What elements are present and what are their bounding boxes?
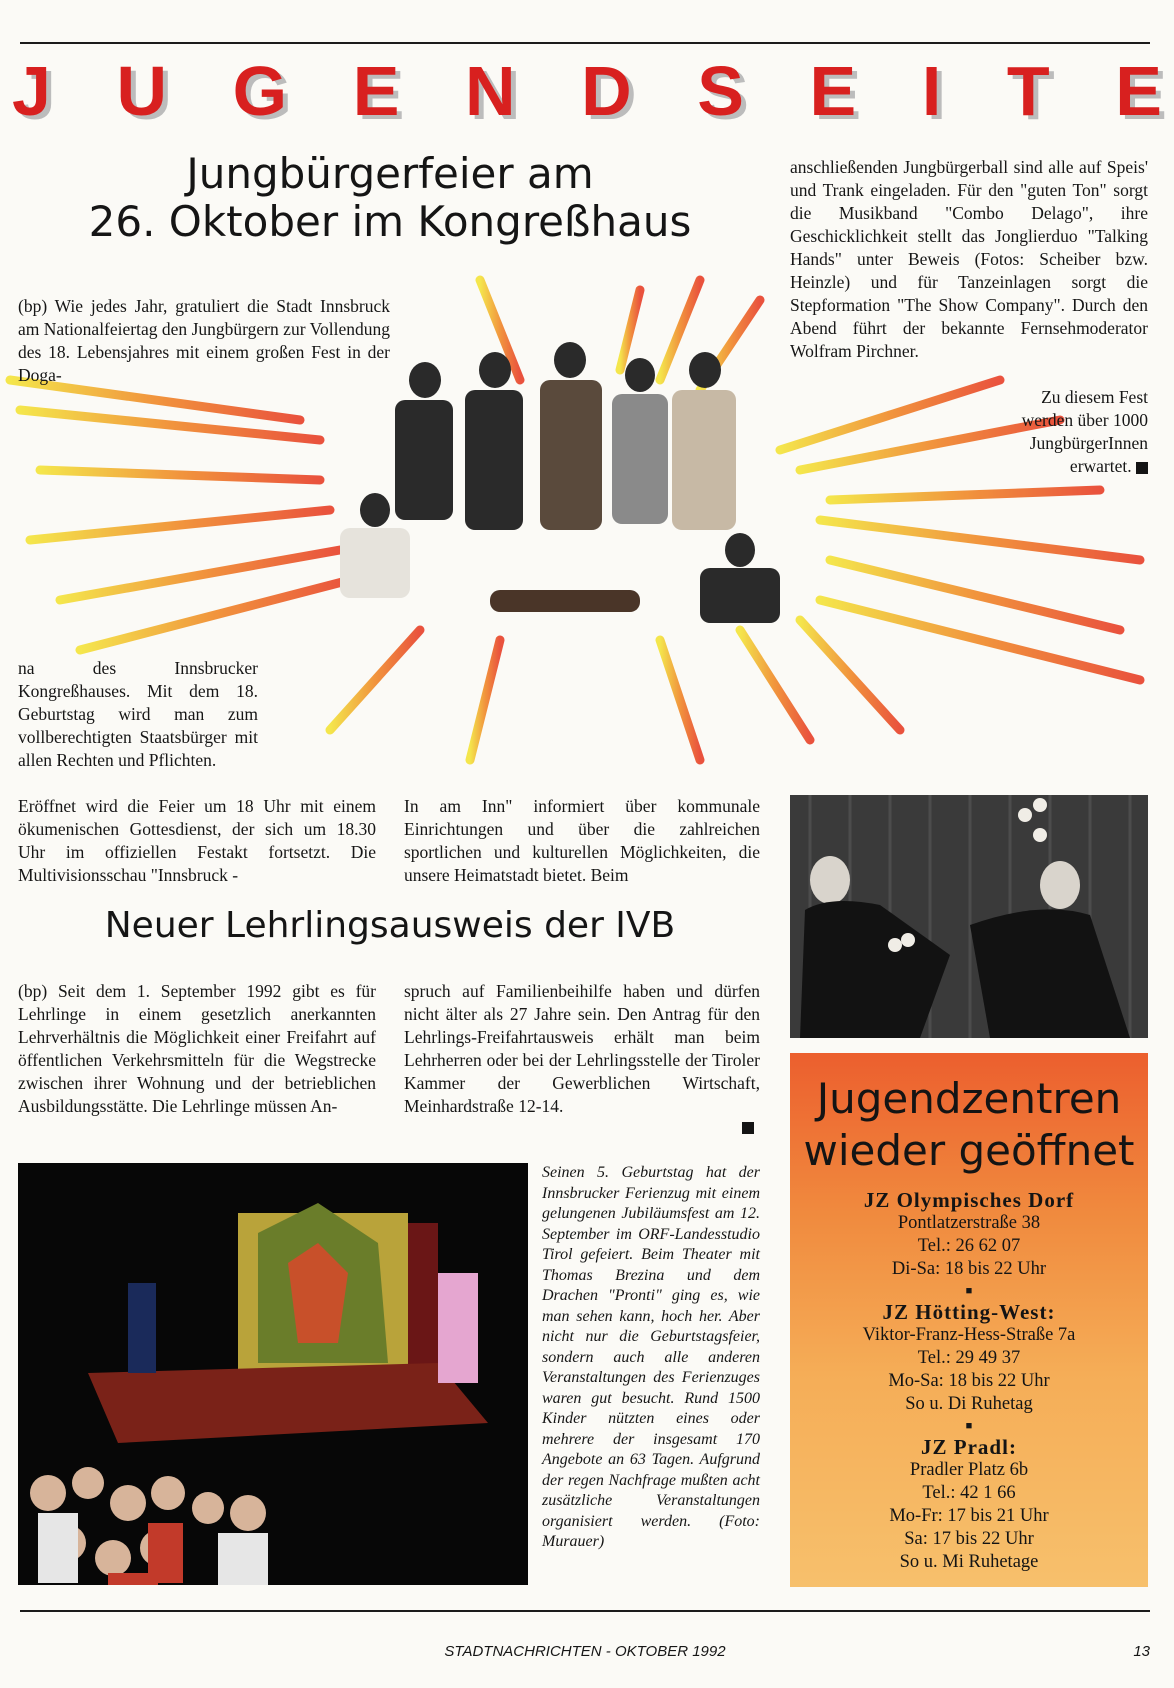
article2-col2: spruch auf Familienbeihilfe haben und dürfen nicht älter als 27 Jahre sein. Den Antrag für den Lehrlings-Freifahrtausweis erhält man beim Lehrherren oder bei der Lehrlingsstelle der Tiroler Kammer der Gewerblichen Wirtschaft, Meinhardstraße 12-14.	[404, 981, 760, 1116]
youth-center-line: Pontlatzerstraße 38	[897, 1213, 1041, 1233]
youth-center-line: Mo-Sa: 18 bis 22 Uhr	[888, 1371, 1050, 1391]
youth-center-line: Pradler Platz 6b	[909, 1460, 1029, 1480]
masthead-letter: T	[1006, 52, 1050, 130]
band-figures	[340, 342, 780, 623]
masthead-letter: E	[1115, 52, 1162, 130]
photo-caption-text: Seinen 5. Geburtstag hat der Innsbrucker Ferienzug mit einem gelungenen Jubiläumsfest am 12. September im ORF-Landesstudio Tirol gefeiert. Beim Theater mit Thomas Brezina und dem Drachen "Pronti" ging es, wie man sehen kann, hoch her. Aber nicht nur die Geburtstagsfeier, sondern auch alle anderen Veranstaltungen des Ferienzuges waren gut besucht. Rund 1500 Kinder nützten eines oder mehrere der insgesamt 170 Angebote an 63 Tagen. Aufgrund der regen Nachfrage mußten acht zusätzliche Veranstaltungen organisiert werden.	[542, 1164, 760, 1530]
article1-headline-line2: 26. Oktober im Kongreßhaus	[88, 197, 692, 247]
masthead-letter: D	[581, 52, 632, 130]
youth-center-line: Di-Sa: 18 bis 22 Uhr	[891, 1259, 1047, 1279]
article1-headline	[20, 150, 760, 247]
youth-center-hoetting-west	[790, 1301, 1148, 1416]
article2-col1: (bp) Seit dem 1. September 1992 gibt es für Lehrlinge in einem gesetzlich anerkannten Lehrverhältnis die Möglichkeit einer Freifahrt auf öffentlichen Verkehrsmitteln für die Wegstrecke zwischen ihrer Wohnung und der betrieblichen Ausbildungsstätte. Die Lehrlinge müssen An-	[18, 981, 376, 1116]
youth-center-line: Tel.: 26 62 07	[917, 1236, 1021, 1256]
article1-para1: (bp) Wie jedes Jahr, gratuliert die Stadt Innsbruck am Nationalfeiertag den Jungbürgern zur Vollendung des 18. Lebensjahres mit einem großen Fest in der Doga-	[18, 296, 390, 385]
youth-center-line: Sa: 17 bis 22 Uhr	[904, 1529, 1034, 1549]
footer-page-number: 13	[1133, 1643, 1150, 1660]
footer-publication: STADTNACHRICHTEN - OKTOBER 1992	[444, 1643, 726, 1660]
photo-caption	[542, 1163, 760, 1553]
youth-center-line: Tel.: 29 49 37	[917, 1348, 1021, 1368]
separator-bullet: ■	[965, 1420, 973, 1432]
youth-center-line: So u. Mi Ruhetage	[899, 1552, 1039, 1572]
youth-centers-box	[790, 1053, 1148, 1587]
youth-center-pradl	[790, 1436, 1148, 1574]
youth-centers-title	[790, 1073, 1148, 1177]
youth-centers-title-line2: wieder geöffnet	[803, 1126, 1135, 1175]
masthead-letter: G	[232, 52, 288, 130]
masthead-letter: S	[697, 52, 744, 130]
youth-center-name: JZ Olympisches Dorf	[863, 1188, 1075, 1212]
youth-center-line: Viktor-Franz-Hess-Straße 7a	[862, 1325, 1076, 1345]
article1-para5: anschließenden Jungbürgerball sind alle auf Speis' und Trank eingeladen. Für den "guten Ton" sorgt die Musikband "Combo Delago", ihre Geschicklichkeit stellt das Jonglierduo "Talking Hands" unter Beweis (Fotos: Scheiber bzw. Heinzle) und für Tanzeinlagen sorgt die Stepformation "The Show Company". Durch den Abend führt der bekannte Fernsehmoderator Wolfram Pirchner.	[790, 157, 1148, 361]
theater-photo	[18, 1163, 528, 1585]
masthead-letter: E	[809, 52, 857, 130]
article1-para4: In am Inn" informiert über kommunale Einrichtungen und über die zahlreichen sportlichen und kulturellen Möglichkeiten, die unsere Heimatstadt bietet. Beim	[404, 796, 760, 885]
masthead-letter: I	[921, 52, 942, 130]
article2-headline: Neuer Lehrlingsausweis der IVB	[104, 905, 676, 946]
article1-headline-line1: Jungbürgerfeier am	[186, 149, 594, 198]
article1-para3: Eröffnet wird die Feier um 18 Uhr mit einem ökumenischen Gottesdienst, der sich um 18.30 Uhr im offiziellen Festakt fortsetzt. Die Multivisionsschau "Innsbruck -	[18, 796, 376, 885]
youth-center-name: JZ Hötting-West:	[882, 1300, 1056, 1324]
jugglers-photo	[790, 795, 1148, 1038]
article1-para2: na des Innsbrucker Kongreßhauses. Mit dem 18. Geburtstag wird man zum vollberechtigten Staatsbürger mit allen Rechten und Pflichten.	[18, 658, 258, 770]
top-rule	[20, 42, 1150, 44]
masthead-letter: E	[352, 52, 400, 130]
youth-centers-title-line1: Jugendzentren	[816, 1074, 1122, 1123]
article1-para6	[1000, 386, 1148, 478]
article1-para6-text: Zu diesem Fest werden über 1000 JungbürgerInnen erwartet.	[1021, 387, 1148, 476]
separator-bullet: ■	[965, 1285, 973, 1297]
masthead-letter: N	[464, 52, 516, 130]
youth-center-line: So u. Di Ruhetag	[905, 1394, 1033, 1414]
end-mark	[742, 1122, 754, 1134]
end-mark	[1136, 462, 1148, 474]
youth-center-line: Mo-Fr: 17 bis 21 Uhr	[889, 1506, 1049, 1526]
youth-center-line: Tel.: 42 1 66	[922, 1483, 1016, 1503]
masthead	[12, 52, 1162, 130]
bottom-rule	[20, 1610, 1150, 1612]
masthead-letter: J	[12, 52, 51, 130]
masthead-letter: U	[116, 52, 168, 130]
photo-credit: (Foto: Murauer)	[542, 1512, 760, 1550]
youth-center-olympisches-dorf	[790, 1189, 1148, 1281]
youth-center-name: JZ Pradl:	[921, 1435, 1017, 1459]
